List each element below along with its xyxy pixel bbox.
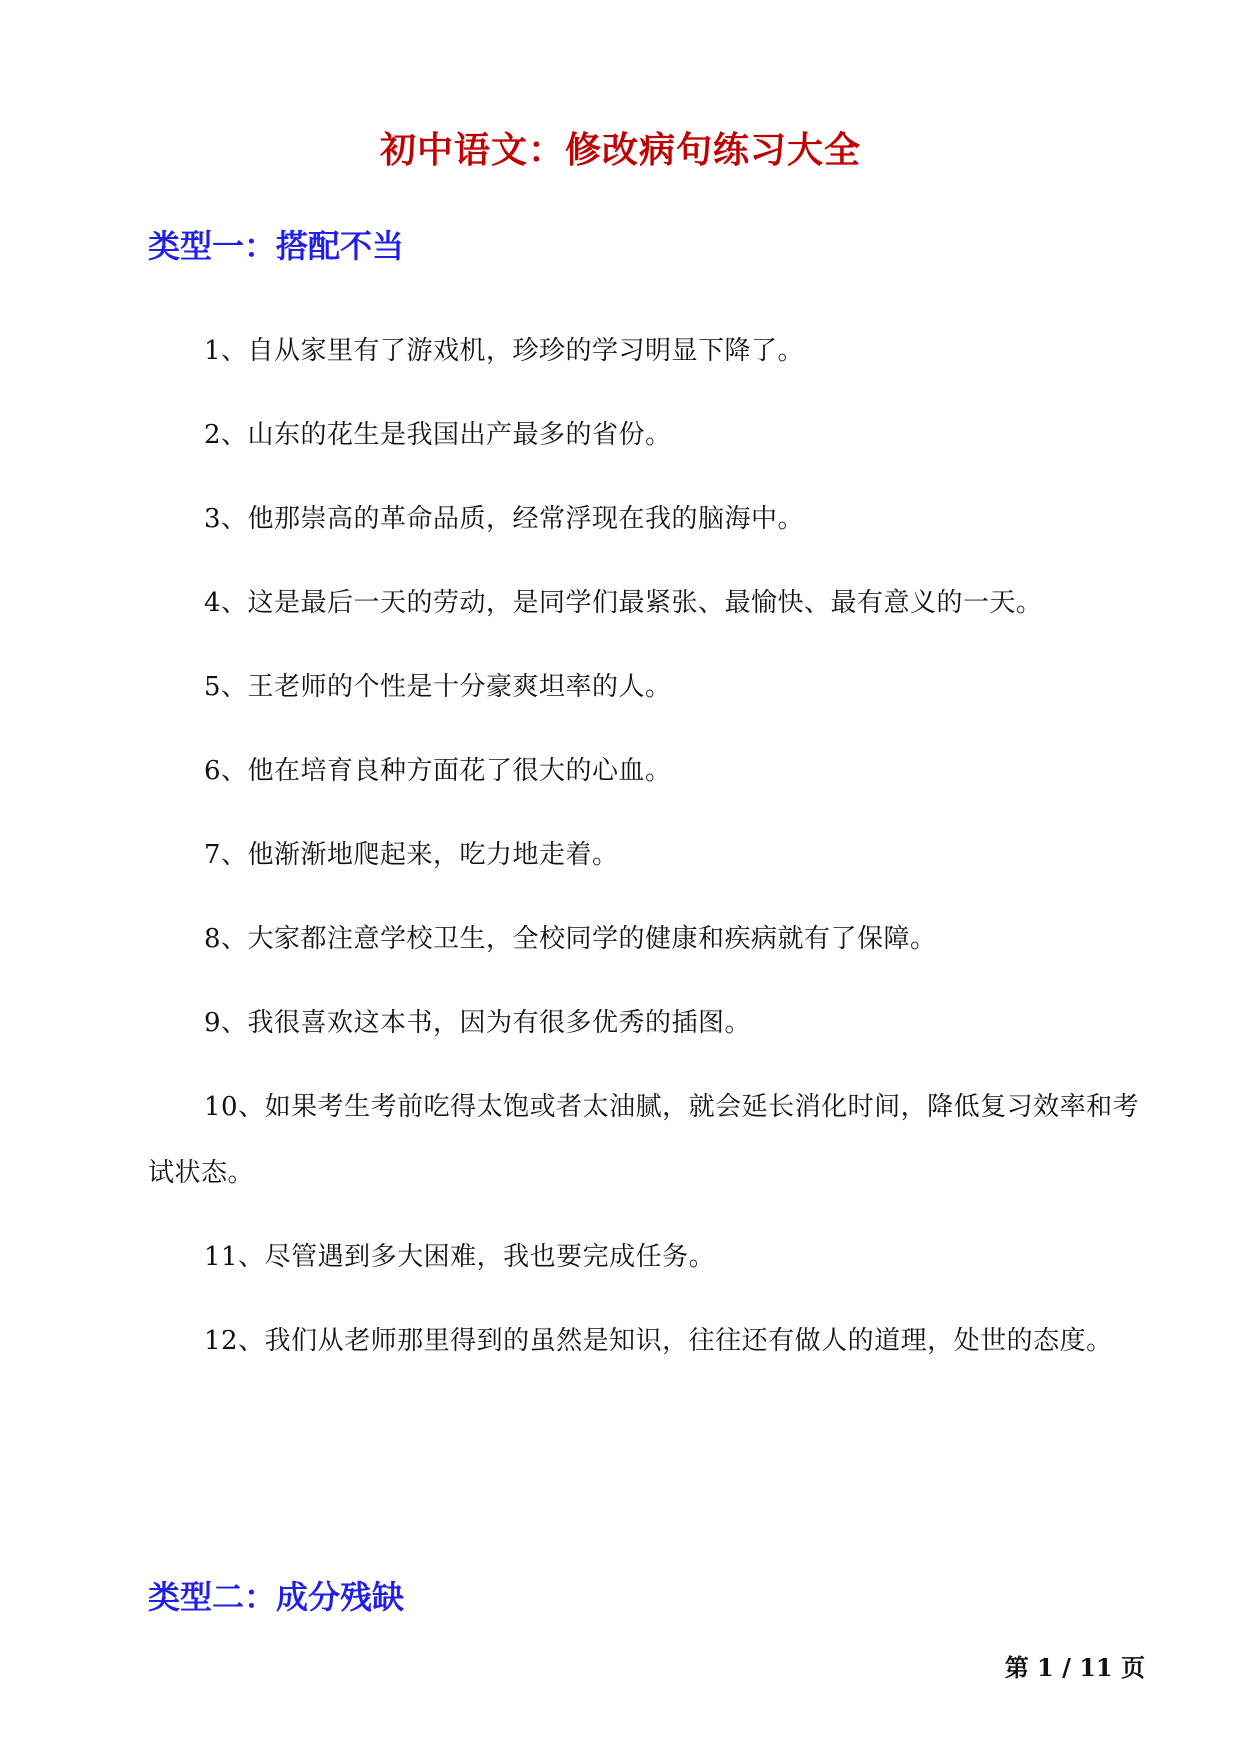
question-item-4: 4、这是最后一天的劳动，是同学们最紧张、最愉快、最有意义的一天。 [204,588,1043,618]
question-item-6: 6、他在培育良种方面花了很大的心血。 [204,756,672,786]
question-item-10: 10、如果考生考前吃得太饱或者太油腻，就会延长消化时间，降低复习效率和考试状态。 [148,1092,1140,1188]
section-heading-type-1: 类型一：搭配不当 [148,227,405,265]
question-item-7: 7、他渐渐地爬起来，吃力地走着。 [204,840,619,870]
question-item-5: 5、王老师的个性是十分豪爽坦率的人。 [204,672,672,702]
question-item-1: 1、自从家里有了游戏机，珍珍的学习明显下降了。 [204,336,805,366]
section-heading-type-2: 类型二：成分残缺 [148,1578,405,1616]
question-item-9: 9、我很喜欢这本书，因为有很多优秀的插图。 [204,1008,752,1038]
question-item-2: 2、山东的花生是我国出产最多的省份。 [204,420,672,450]
question-item-8: 8、大家都注意学校卫生，全校同学的健康和疾病就有了保障。 [204,924,937,954]
question-item-12: 12、我们从老师那里得到的虽然是知识，往往还有做人的道理，处世的态度。 [204,1326,1113,1356]
question-item-11: 11、尽管遇到多大困难，我也要完成任务。 [204,1242,716,1272]
question-item-3: 3、他那崇高的革命品质，经常浮现在我的脑海中。 [204,504,805,534]
page-number: 第 1 / 11 页 [1004,1653,1145,1682]
document-title: 初中语文：修改病句练习大全 [379,129,861,171]
